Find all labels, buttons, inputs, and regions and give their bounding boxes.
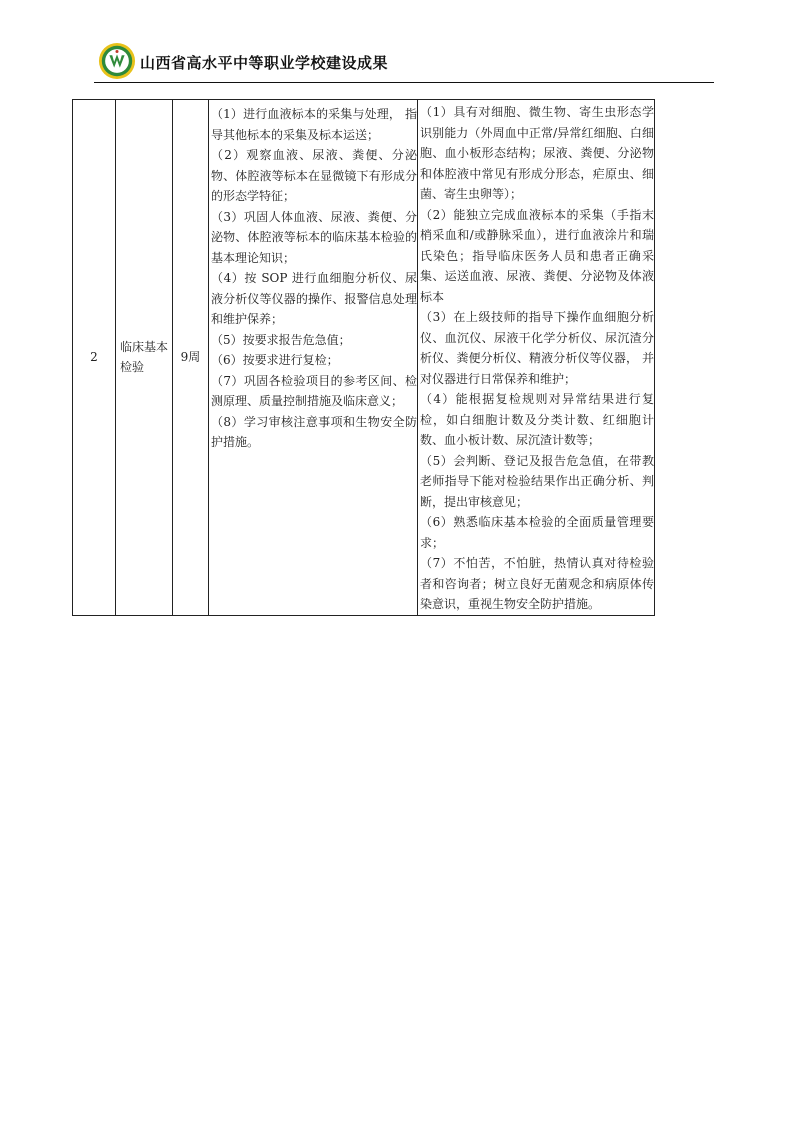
table-row bbox=[73, 100, 655, 616]
header-divider bbox=[94, 82, 714, 83]
requirement-item: （3）在上级技师的指导下操作血细胞分析仪、血沉仪、尿液干化学分析仪、尿沉渣分析仪、粪便分析仪、精液分析仪等仪器， 并对仪器进行日常保养和维护； bbox=[420, 310, 654, 386]
requirement-item: （4）能根据复检规则对异常结果进行复检，如白细胞计数及分类计数、红细胞计数、血小板计数、尿沉渣计数等； bbox=[420, 392, 654, 447]
requirement-item: （5）会判断、登记及报告危急值，在带教老师指导下能对检验结果作出正确分析、判断，提出审核意见； bbox=[420, 453, 654, 509]
task-item: （6）按要求进行复检； bbox=[211, 353, 339, 367]
task-item: （1）进行血液标本的采集与处理， 指导其他标本的采集及标本运送； bbox=[211, 107, 417, 142]
header-title: 山西省高水平中等职业学校建设成果 bbox=[140, 54, 389, 72]
school-emblem-icon bbox=[98, 42, 136, 80]
requirement-item: （6）熟悉临床基本检验的全面质量管理要求； bbox=[420, 515, 654, 550]
task-item: （3）巩固人体血液、尿液、粪便、分泌物、体腔液等标本的临床基本检验的基本理论知识； bbox=[211, 209, 417, 265]
duration: 9周 bbox=[173, 100, 209, 616]
requirement-item: （7）不怕苦，不怕脏，热情认真对待检验者和咨询者；树立良好无菌观念和病原体传染意识，重视生物安全防护措施。 bbox=[420, 556, 654, 611]
task-item: （5）按要求报告危急值； bbox=[211, 332, 351, 347]
task-item: （2）观察血液、尿液、粪便、分泌物、体腔液等标本在显微镜下有形成分的形态学特征； bbox=[211, 148, 417, 203]
requirement-item: （2）能独立完成血液标本的采集（手指末梢采血和/或静脉采血），进行血液涂片和瑞氏染色；指导临床医务人员和患者正确采集、运送血液、尿液、粪便、分泌物及体液标本 bbox=[420, 207, 654, 304]
task-item: （4）按 SOP 进行血细胞分析仪、尿液分析仪等仪器的操作、报警信息处理和维护保养； bbox=[211, 271, 417, 326]
requirement-item: （1）具有对细胞、微生物、寄生虫形态学识别能力（外周血中正常/异常红细胞、白细胞、血小板形态结构；尿液、粪便、分泌物和体腔液中常见有形成分形态，疟原虫、细菌、寄生虫卵等）； bbox=[420, 105, 654, 201]
tasks-cell bbox=[209, 100, 418, 616]
course-name bbox=[116, 100, 173, 616]
task-item: （8）学习审核注意事项和生物安全防护措施。 bbox=[211, 414, 417, 449]
page-header bbox=[94, 40, 714, 84]
row-index: 2 bbox=[73, 100, 116, 616]
course-name-line2: 检验 bbox=[120, 360, 145, 375]
training-table bbox=[72, 99, 655, 616]
requirements-cell bbox=[418, 100, 655, 616]
task-item: （7）巩固各检验项目的参考区间、检测原理、质量控制措施及临床意义； bbox=[211, 373, 417, 408]
course-name-line1: 临床基本 bbox=[120, 339, 169, 354]
